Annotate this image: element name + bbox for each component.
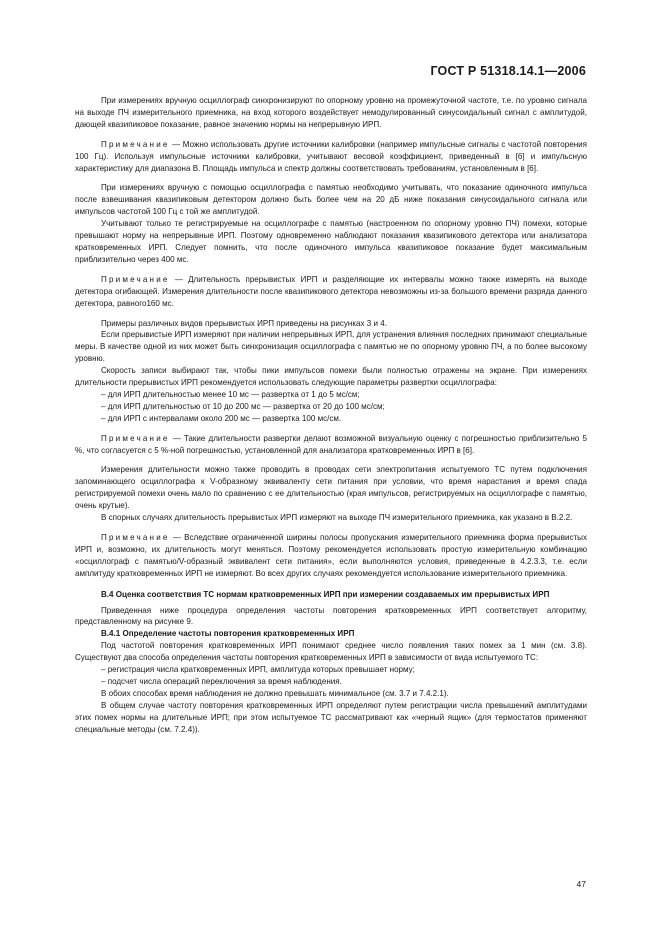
paragraph: В спорных случаях длительность прерывистых ИРП измеряют на выходе ПЧ измерительного приемника, как указано в В.2.2. xyxy=(101,513,573,523)
list-item: – для ИРП длительностью от 10 до 200 мс — развертка от 20 до 100 мс/см; xyxy=(101,401,385,411)
note-label: Примечание xyxy=(101,533,170,542)
paragraph: При измерениях вручную осциллограф синхронизируют по опорному уровню на промежуточной частоте, т.е. по уровню сигнала на выходе ПЧ измерительного приемника, на вход которого воздействует немодулированный синусоидальный сигнал с амплитудой, дающей квазипиковое показание, равное значению нормы на непрерывную ИРП. xyxy=(75,96,587,129)
list-item: – регистрация числа кратковременных ИРП, амплитуда которых превышает норму; xyxy=(101,665,415,675)
section-title: В.4 Оценка соответствия ТС нормам кратковременных ИРП при измерении создаваемых им прерывистых ИРП xyxy=(101,589,550,599)
note xyxy=(75,433,587,457)
page-number: 47 xyxy=(576,879,586,889)
list-item: – для ИРП с интервалами около 200 мс — развертка 100 мс/см. xyxy=(101,413,342,423)
paragraph: В обоих способах время наблюдения не должно превышать минимальное (см. 3.7 и 7.4.2.1). xyxy=(101,688,449,698)
note-text: — Длительность прерывистых ИРП и разделяющие их интервалы можно также измерять на выходе детектора огибающей. Измерения длительности после квазипикового детектора невозможны из-за большого времени разряда данного детектора, равного160 мс. xyxy=(75,274,587,308)
note-text: — Вследствие ограниченной ширины полосы пропускания измерительного приемника форма прерывистых ИРП и, возможно, их длительность могут меняться. Поэтому рекомендуется использовать простую измерительную комбинацию «осциллограф с памятью/V-образный эквивалент сети питания», если выполняются условия, приведенные в 4.2.3.3, т.е. если амплитуду кратковременных ИРП не измеряют. Во всех других случаях рекомендуется использование измерительного приемника. xyxy=(75,533,587,578)
note xyxy=(75,139,587,175)
paragraph: Измерения длительности можно также проводить в проводах сети электропитания испытуемого ТС путем подключения запоминающего осциллографа к V-образному эквиваленту сети питания при условии, что время нарастания и время спада регистрируемой помехи очень мало по сравнению с ее длительностью (края импульсов, регистрируемых на осциллографе с памятью, очень крутые). xyxy=(75,465,587,511)
list-item: – подсчет числа операций переключения за время наблюдения. xyxy=(101,676,342,686)
paragraph: Приведенная ниже процедура определения частоты повторения кратковременных ИРП соответствует алгоритму, представленному на рисунке 9. xyxy=(75,605,587,627)
paragraph: В общем случае частоту повторения кратковременных ИРП определяют путем регистрации числа превышений амплитудами этих помех нормы на длительные ИРП; при этом испытуемое ТС рассматривают как «черный ящик» (для термостатов применяют специальные методы (см. 7.2.4)). xyxy=(75,700,587,734)
note-label: Примечание xyxy=(101,274,170,284)
subsection-title: В.4.1 Определение частоты повторения кратковременных ИРП xyxy=(101,629,355,639)
note xyxy=(75,532,587,580)
list-item: – для ИРП длительностью менее 10 мс — развертка от 1 до 5 мс/см; xyxy=(101,389,360,399)
paragraph: Примеры различных видов прерывистых ИРП приведены на рисунках 3 и 4. xyxy=(101,318,387,328)
paragraph: Если прерывистые ИРП измеряют при наличии непрерывных ИРП, для устранения влияния последних принимают специальные меры. В качестве одной из них может быть синхронизация осциллографа с памятью не по опорному уровню ПЧ, а по более высокому уровню. xyxy=(75,330,587,364)
note xyxy=(75,274,587,310)
paragraph: При измерениях вручную с помощью осциллографа с памятью необходимо учитывать, что показание одиночного импульса после взвешивания квазипиковым детектором должно быть более чем на 20 дБ ниже показания синусоидального сигнала или импульсов частотой 100 Гц с той же амплитудой. xyxy=(75,183,587,217)
note-text: — Можно использовать другие источники калибровки (например импульсные сигналы с частотой повторения 100 Гц). Используя импульсные источники калибровки, учитывают весовой коэффициент, приведенный в [6] и импульсную характеристику для диапазона В. Площадь импульса и спектр должны соответствовать требованиям, установленным в [6]. xyxy=(75,139,587,173)
note-text: — Такие длительности развертки делают возможной визуальную оценку с погрешностью приблизительно 5 %, что согласуется с 5 %-ной погрешностью, установленной для анализатора кратковременных ИРП в [6]. xyxy=(75,433,587,455)
paragraph: Учитывают только те регистрируемые на осциллографе с памятью (настроенном по опорному уровню ПЧ) помехи, которые превышают норму на непрерывные ИРП. Поэтому одновременно наблюдают показания квазипикового детектора или анализатора кратковременных ИРП. Следует помнить, что после одиночного импульса квазипиковое показание будет максимальным приблизительно через 400 мс. xyxy=(75,219,587,264)
document-header: ГОСТ Р 51318.14.1—2006 xyxy=(430,64,586,78)
paragraph: Под частотой повторения кратковременных ИРП понимают среднее число появления таких помех за 1 мин (см. 3.8). Существуют два способа определения частоты повторения кратковременных ИРП в зависимости от вида испытуемого ТС: xyxy=(75,641,587,663)
note-label: Примечание xyxy=(101,433,170,443)
paragraph: Скорость записи выбирают так, чтобы пики импульсов помехи были полностью отражены на экране. При измерениях длительности прерывистых ИРП рекомендуется использовать следующие параметры развертки осциллографа: xyxy=(75,366,587,388)
note-label: Примечание xyxy=(101,139,170,149)
page-body xyxy=(75,95,587,736)
